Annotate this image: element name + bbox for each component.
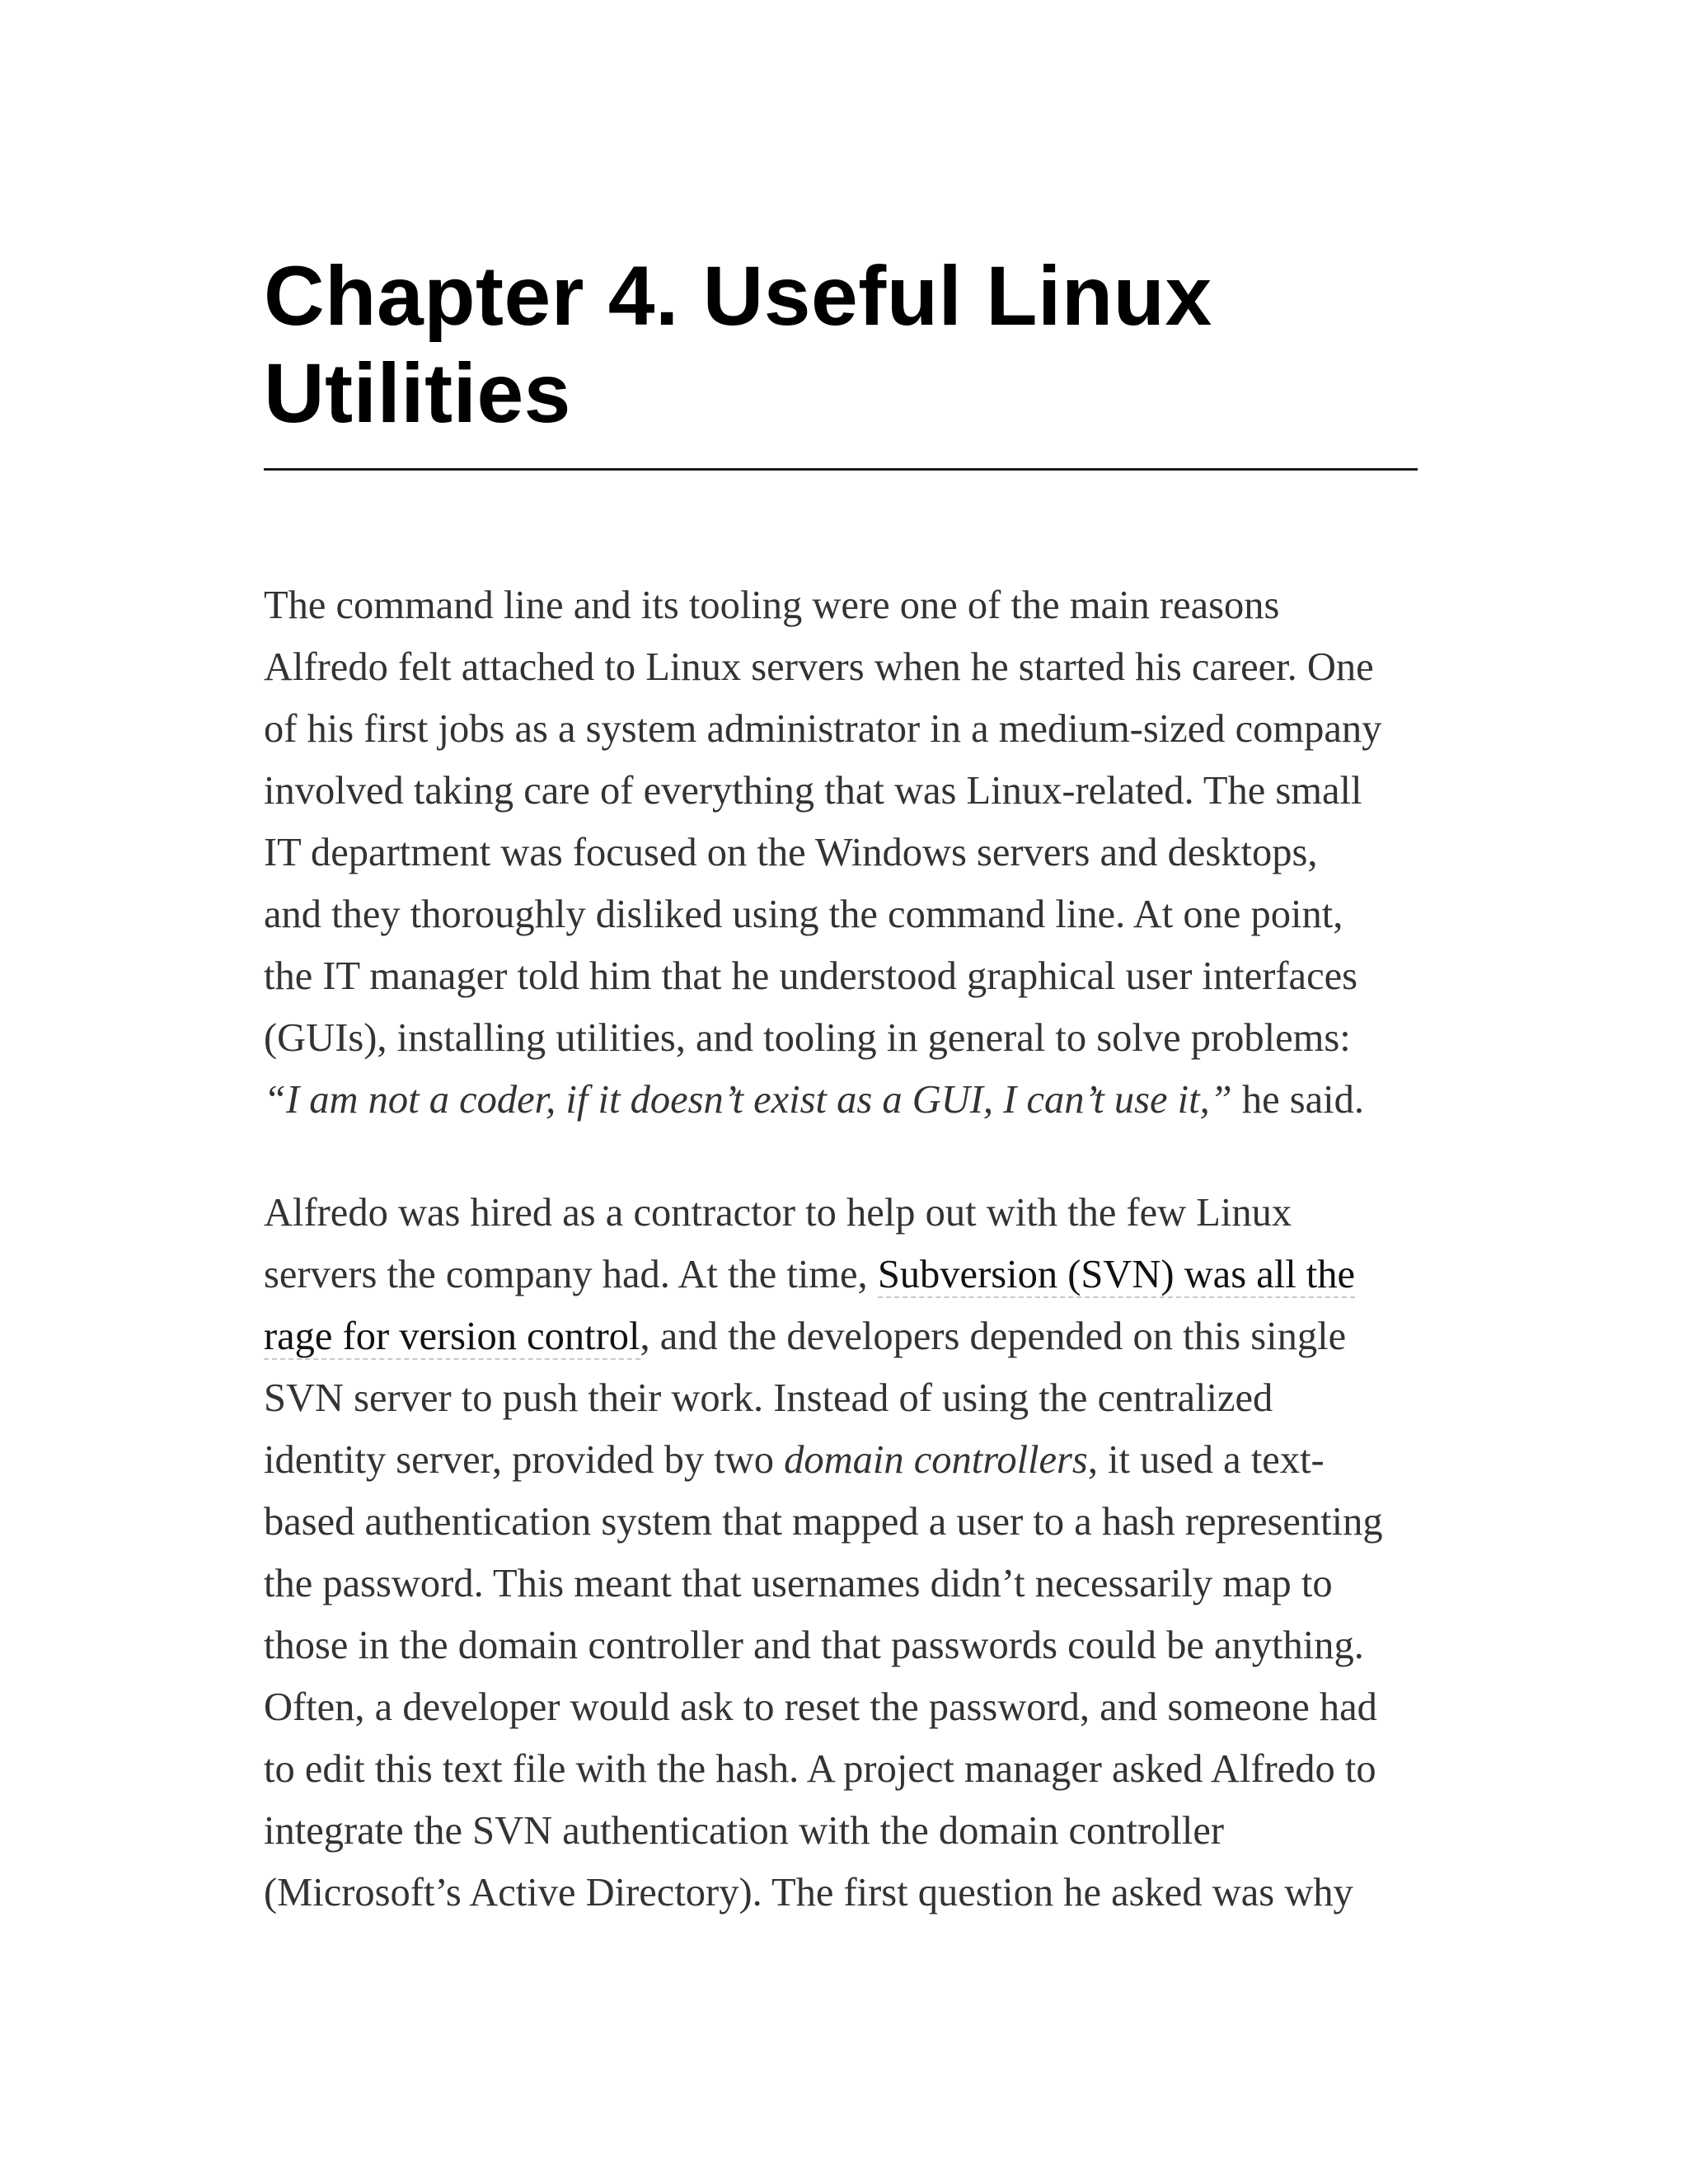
paragraph-1-line: and they thoroughly disliked using the command line. At one point,	[264, 893, 1343, 936]
paragraph-2-text: identity server, provided by two	[264, 1438, 785, 1482]
paragraph-2-line: to edit this text file with the hash. A project manager asked Alfredo to	[264, 1747, 1376, 1791]
chapter-title-line-2: Utilities	[264, 346, 571, 440]
paragraph-2-line: SVN server to push their work. Instead of using the centralized	[264, 1376, 1273, 1420]
quote-attribution: he said.	[1231, 1078, 1364, 1122]
paragraph-2-line: Alfredo was hired as a contractor to help out with the few Linux	[264, 1191, 1292, 1235]
chapter-title-line-1: Chapter 4. Useful Linux	[264, 249, 1212, 343]
paragraph-1-line: involved taking care of everything that was Linux-related. The small	[264, 769, 1362, 813]
paragraph-2-line	[264, 1429, 1426, 1491]
paragraph-2-line	[264, 1244, 1426, 1305]
paragraph-1-line: IT department was focused on the Windows servers and desktops,	[264, 831, 1318, 874]
paragraph-2-line: the password. This meant that usernames didn’t necessarily map to	[264, 1562, 1333, 1605]
paragraph-1-line: Alfredo felt attached to Linux servers when he started his career. One	[264, 645, 1374, 689]
paragraph-2-line: (Microsoft’s Active Directory). The first question he asked was why	[264, 1871, 1353, 1915]
paragraph-1-line: the IT manager told him that he understood graphical user interfaces	[264, 954, 1358, 998]
manager-quote: “I am not a coder, if it doesn’t exist as a GUI, I can’t use it,”	[264, 1078, 1232, 1122]
paragraph-2-text: , it used a text-	[1087, 1438, 1325, 1482]
svn-reference-link-continued[interactable]: rage for version control	[264, 1315, 640, 1358]
paragraph-2-line: those in the domain controller and that passwords could be anything.	[264, 1624, 1364, 1667]
paragraph-2-text: servers the company had. At the time,	[264, 1253, 878, 1296]
paragraph-2-line	[264, 1305, 1426, 1367]
paragraph-2-line: integrate the SVN authentication with the domain controller	[264, 1809, 1225, 1853]
paragraph-2-line: Often, a developer would ask to reset the password, and someone had	[264, 1685, 1377, 1729]
title-divider	[264, 468, 1418, 471]
paragraph-2-text: , and the developers depended on this single	[640, 1315, 1347, 1358]
paragraph-2	[264, 1182, 1426, 1924]
chapter-title	[264, 247, 1418, 442]
paragraph-1-line: (GUIs), installing utilities, and tooling in general to solve problems:	[264, 1016, 1351, 1060]
paragraph-1-line: The command line and its tooling were one of the main reasons	[264, 583, 1280, 627]
paragraph-1-line	[264, 1069, 1426, 1131]
svn-reference-link[interactable]: Subversion (SVN) was all the	[877, 1253, 1356, 1296]
emphasized-term: domain controllers	[784, 1438, 1088, 1482]
paragraph-1	[264, 574, 1426, 1131]
paragraph-2-line: based authentication system that mapped a user to a hash representing	[264, 1500, 1383, 1544]
paragraph-1-line: of his first jobs as a system administrator in a medium-sized company	[264, 707, 1382, 751]
